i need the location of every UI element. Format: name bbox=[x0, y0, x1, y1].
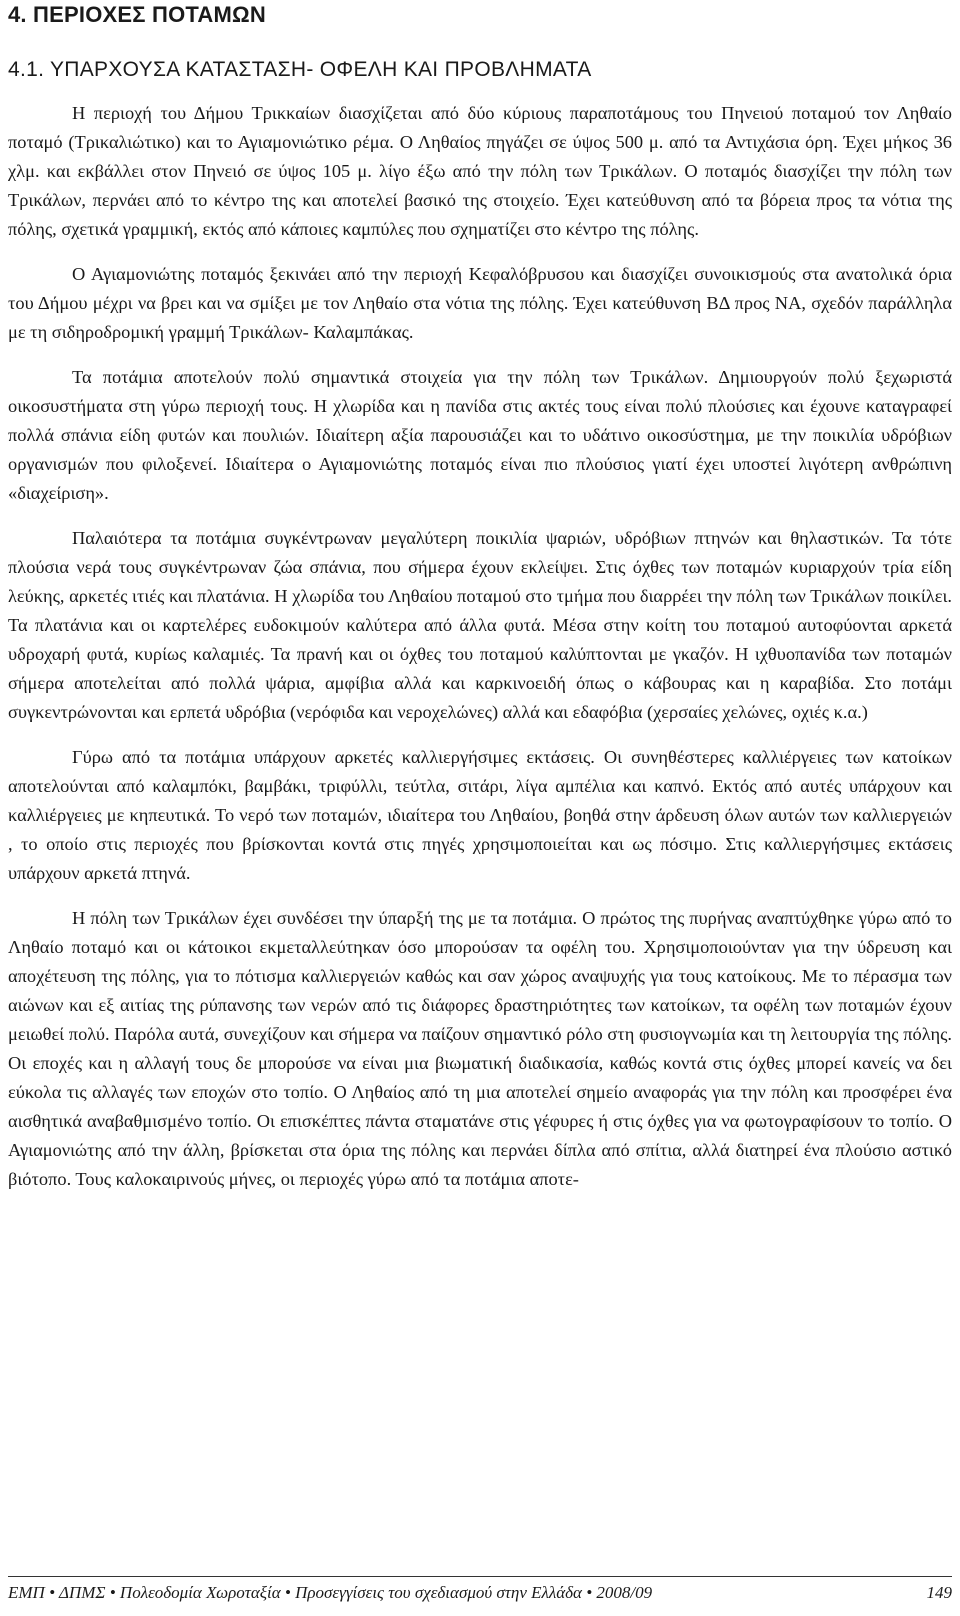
paragraph: Τα ποτάμια αποτελούν πολύ σημαντικά στοιχεία για την πόλη των Τρικάλων. Δημιουργούν πολύ ξεχωριστά οικοσυστήματα στη γύρω περιοχή τους. Η χλωρίδα και η πανίδα στις ακτές τους είναι πολύ πλούσιες και έχουνε καταγραφεί πολλά σπάνια είδη φυτών και πουλιών. Ιδιαίτερη αξία παρουσιάζει και το υδάτινο οικοσύστημα, με την ποικιλία υδρόβιων οργανισμών που φιλοξενεί. Ιδιαίτερα ο Αγιαμονιώτης ποταμός είναι πιο πλούσιος γιατί έχει υποστεί λιγότερη ανθρώπινη «διαχείριση». bbox=[8, 367, 952, 503]
paragraph: Γύρω από τα ποτάμια υπάρχουν αρκετές καλλιεργήσιμες εκτάσεις. Οι συνηθέστερες καλλιέργειες των κατοίκων αποτελούνται από καλαμπόκι, βαμβάκι, τριφύλλι, τεύτλα, σιτάρι, λίγα αμπέλια και καπνό. Εκτός από αυτές υπάρχουν και καλλιέργειες με κηπευτικά. Το νερό των ποταμών, ιδιαίτερα του Ληθαίου, βοηθά στην άρδευση όλων αυτών των καλλιεργειών , το οποίο στις περιοχές που βρίσκονται κοντά στις πηγές χρησιμοποιείται και ως πόσιμο. Στις καλλιεργήσιμες εκτάσεις υπάρχουν αρκετά πτηνά. bbox=[8, 747, 952, 883]
document-page bbox=[8, 0, 952, 1616]
paragraph: Η περιοχή του Δήμου Τρικκαίων διασχίζεται από δύο κύριους παραποτάμους του Πηνειού ποταμού τον Ληθαίο ποταμό (Τρικαλιώτικο) και το Αγιαμονιώτικο ρέμα. Ο Ληθαίος πηγάζει σε ύψος 500 μ. από τα Αντιχάσια όρη. Έχει μήκος 36 χλμ. και εκβάλλει στον Πηνειό σε ύψος 105 μ. λίγο έξω από την πόλη των Τρικάλων. Ο ποταμός διασχίζει την πόλη των Τρικάλων, περνάει από το κέντρο της και αποτελεί βασικό της στοιχείο. Έχει κατεύθυνση από τα βόρεια προς τα νότια της πόλης, σχετικά γραμμική, εκτός από κάποιες καμπύλες που σχηματίζει στο κέντρο της πόλης. bbox=[8, 103, 952, 239]
chapter-title: 4. ΠΕΡΙΟΧΕΣ ΠΟΤΑΜΩΝ bbox=[8, 2, 266, 27]
page-number: 149 bbox=[926, 1583, 952, 1602]
paragraph: Ο Αγιαμονιώτης ποταμός ξεκινάει από την περιοχή Κεφαλόβρυσου και διασχίζει συνοικισμούς στα ανατολικά όρια του Δήμου μέχρι να βρει και να σμίξει με τον Ληθαίο στα νότια της πόλης. Έχει κατεύθυνση ΒΔ προς ΝΑ, σχεδόν παράλληλα με τη σιδηροδρομική γραμμή Τρικάλων- Καλαμπάκας. bbox=[8, 264, 952, 342]
footer-divider bbox=[8, 1576, 952, 1577]
body-text bbox=[8, 99, 952, 1210]
paragraph: Η πόλη των Τρικάλων έχει συνδέσει την ύπαρξή της με τα ποτάμια. Ο πρώτος της πυρήνας αναπτύχθηκε γύρω από το Ληθαίο ποταμό και οι κάτοικοι εκμεταλλεύτηκαν όσο μπορούσαν τα οφέλη του. Χρησιμοποιούνταν για την ύδρευση και αποχέτευση της πόλης, για το πότισμα καλλιεργειών καθώς και σαν χώρος αναψυχής για τους κατοίκους. Με το πέρασμα των αιώνων και εξ αιτίας της ρύπανσης των νερών από τις διάφορες δραστηριότητες των κατοίκων, τα οφέλη των ποταμών έχουν μειωθεί πολύ. Παρόλα αυτά, συνεχίζουν και σήμερα να παίζουν σημαντικό ρόλο στη φυσιογνωμία και τη λειτουργία της πόλης. Οι εποχές και η αλλαγή τους δε μπορούσε να είναι μια βιωματική διαδικασία, καθώς κοντά στις όχθες μπορεί κανείς να δει εύκολα τις αλλαγές των εποχών στο τοπίο. Ο Ληθαίος από τη μια αποτελεί σημείο αναφοράς για την πόλη και προσφέρει ένα αισθητικά αναβαθμισμένο τοπίο. Οι επισκέπτες πάντα σταματάνε στις γέφυρες ή στις όχθες για να φωτογραφίσουν το τοπίο. Ο Αγιαμονιώτης από την άλλη, βρίσκεται στα όρια της πόλης και περνάει δίπλα από σπίτια, αλλά διατηρεί ένα πλούσιο αστικό βιότοπο. Τους καλοκαιρινούς μήνες, οι περιοχές γύρω από τα ποτάμια αποτε- bbox=[8, 908, 952, 1189]
paragraph: Παλαιότερα τα ποτάμια συγκέντρωναν μεγαλύτερη ποικιλία ψαριών, υδρόβιων πτηνών και θηλαστικών. Τα τότε πλούσια νερά τους συγκέντρωναν ζώα σπάνια, που σήμερα έχουν εκλείψει. Στις όχθες των ποταμών κυριαρχούν τρία είδη λεύκης, αρκετές ιτιές και πλατάνια. Η χλωρίδα του Ληθαίου ποταμού στο τμήμα που διαρρέει την πόλη των Τρικάλων ποικίλει. Τα πλατάνια και οι καρτελέρες ευδοκιμούν καλύτερα από άλλα φυτά. Μέσα στην κοίτη του ποταμού αυτοφύονται αρκετά υδροχαρή φυτά, κυρίως καλαμιές. Τα πρανή και οι όχθες του ποταμού καλύπτονται με γκαζόν. Η ιχθυοπανίδα των ποταμών σήμερα αποτελείται από πολλά ψάρια, αμφίβια αλλά και καρκινοειδή όπως ο κάβουρας και η καραβίδα. Στο ποτάμι συγκεντρώνονται και ερπετά υδρόβια (νερόφιδα και νεροχελώνες) αλλά και εδαφόβια (χερσαίες χελώνες, οχιές κ.α.) bbox=[8, 528, 952, 722]
footer-text: ΕΜΠ • ΔΠΜΣ • Πολεοδομία Χωροταξία • Προσεγγίσεις του σχεδιασμού στην Ελλάδα • 2008/09 bbox=[8, 1583, 653, 1602]
page-footer bbox=[8, 1581, 952, 1605]
section-title: 4.1. ΥΠΑΡΧΟΥΣΑ ΚΑΤΑΣΤΑΣΗ- ΟΦΕΛΗ ΚΑΙ ΠΡΟΒΛΗΜΑΤΑ bbox=[8, 58, 592, 81]
